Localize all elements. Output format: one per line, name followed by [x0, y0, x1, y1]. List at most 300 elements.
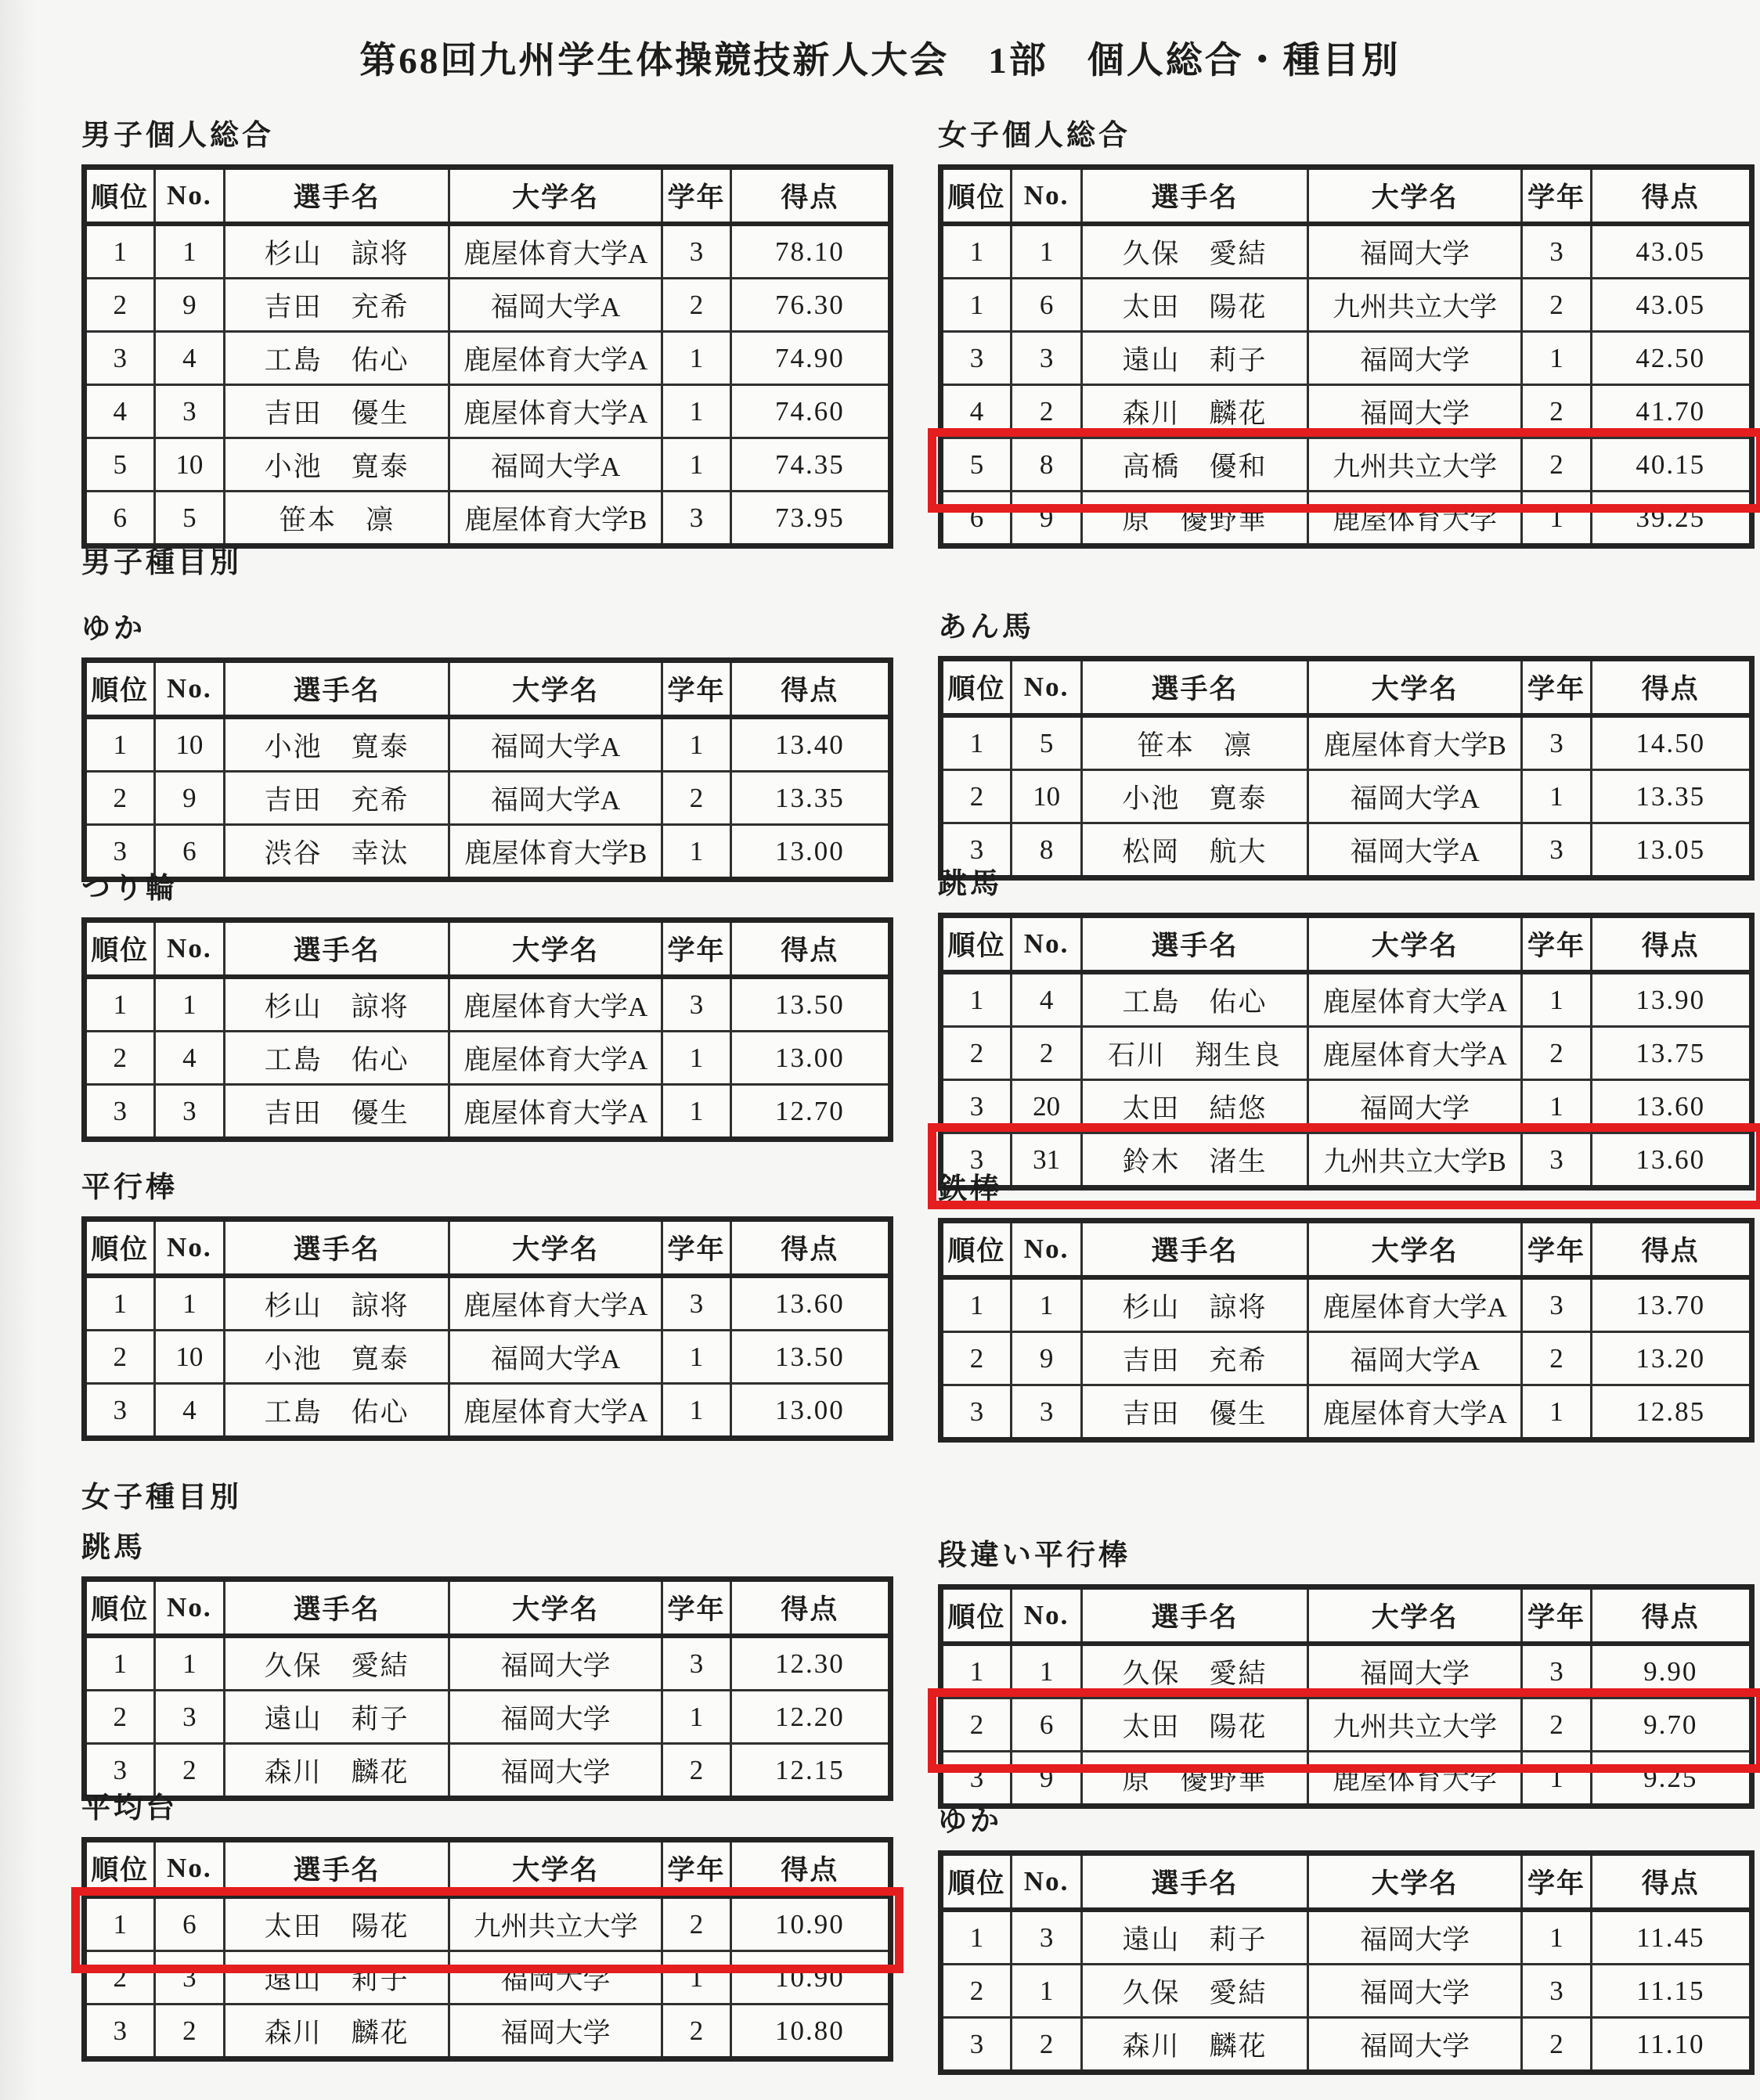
section-label-women-events: 女子種目別	[81, 1482, 242, 1514]
cell-name: 杉山 諒将	[225, 224, 449, 279]
cell-score: 12.15	[730, 1744, 890, 1799]
cell-rank: 1	[85, 977, 155, 1032]
cell-name: 久保 愛結	[225, 1636, 449, 1691]
cell-rank: 3	[85, 2005, 155, 2059]
cell-univ: 鹿屋体育大学A	[449, 1384, 662, 1439]
cell-grade: 1	[662, 1032, 731, 1085]
cell-rank: 3	[941, 1752, 1012, 1806]
cell-score: 43.05	[1591, 224, 1751, 279]
results-table-uneven-bars	[938, 1584, 1755, 1809]
table-row	[85, 438, 891, 492]
header-row	[941, 1587, 1752, 1644]
column-header-no: No.	[1012, 167, 1082, 225]
cell-no: 9	[154, 279, 225, 332]
cell-score: 9.25	[1591, 1752, 1751, 1806]
cell-name: 太田 陽花	[1082, 279, 1308, 332]
column-header-no: No.	[154, 1840, 225, 1897]
cell-rank: 4	[941, 385, 1012, 438]
cell-univ: 福岡大学	[1307, 1080, 1522, 1133]
cell-grade: 3	[662, 1276, 731, 1331]
event-label-balance-beam: 平均台	[81, 1792, 178, 1824]
cell-rank: 1	[941, 715, 1012, 770]
cell-score: 13.60	[730, 1276, 890, 1331]
header-row	[85, 1219, 891, 1277]
cell-name: 吉田 充希	[225, 279, 449, 332]
column-header-no: No.	[1012, 1853, 1082, 1911]
column-header-name: 選手名	[225, 1219, 449, 1277]
cell-name: 高橋 優和	[1082, 438, 1308, 492]
cell-no: 4	[154, 1384, 225, 1439]
table-block-pommel-horse	[938, 611, 1755, 881]
cell-rank: 6	[85, 492, 155, 546]
table-row	[85, 1744, 891, 1799]
column-header-grade: 学年	[662, 920, 731, 978]
cell-rank: 2	[941, 1698, 1012, 1752]
cell-name: 石川 翔生良	[1082, 1027, 1308, 1080]
column-header-rank: 順位	[941, 167, 1012, 225]
cell-no: 10	[154, 438, 225, 492]
cell-no: 9	[1012, 492, 1082, 546]
cell-grade: 3	[1522, 823, 1591, 878]
table-row	[941, 972, 1752, 1027]
cell-rank: 2	[85, 1331, 155, 1384]
cell-univ: 鹿屋体育大学A	[1307, 1385, 1522, 1440]
column-header-rank: 順位	[941, 1587, 1012, 1644]
cell-rank: 1	[941, 1644, 1012, 1698]
column-header-name: 選手名	[225, 661, 449, 718]
table-row	[941, 1910, 1752, 1965]
column-header-univ: 大学名	[1307, 1587, 1522, 1644]
cell-grade: 1	[1522, 1080, 1591, 1133]
cell-no: 6	[1012, 1698, 1082, 1752]
table-row	[941, 279, 1752, 332]
column-header-grade: 学年	[662, 661, 731, 718]
cell-grade: 2	[1522, 1332, 1591, 1385]
cell-name: 吉田 優生	[225, 385, 449, 438]
column-header-grade: 学年	[662, 1580, 731, 1637]
table-block-uneven-bars	[938, 1539, 1755, 1809]
cell-score: 13.50	[730, 977, 890, 1032]
cell-no: 2	[154, 2005, 225, 2059]
results-table-rings	[81, 917, 893, 1142]
cell-score: 42.50	[1591, 332, 1751, 385]
cell-univ: 鹿屋体育大学A	[449, 1085, 662, 1140]
column-header-univ: 大学名	[1307, 167, 1522, 225]
column-header-grade: 学年	[1522, 659, 1591, 716]
cell-score: 11.15	[1591, 1965, 1751, 2018]
column-header-grade: 学年	[1522, 916, 1591, 973]
cell-rank: 3	[941, 332, 1012, 385]
column-header-no: No.	[154, 661, 225, 718]
cell-no: 1	[1012, 1644, 1082, 1698]
cell-grade: 2	[1522, 2018, 1591, 2073]
column-header-univ: 大学名	[449, 1219, 662, 1277]
cell-grade: 3	[1522, 715, 1591, 770]
column-header-univ: 大学名	[449, 1840, 662, 1897]
cell-score: 73.95	[730, 492, 890, 546]
cell-grade: 1	[662, 332, 731, 385]
cell-grade: 1	[662, 1951, 731, 2005]
cell-no: 31	[1012, 1133, 1082, 1188]
column-header-rank: 順位	[85, 661, 155, 718]
cell-rank: 3	[85, 332, 155, 385]
column-header-score: 得点	[1591, 1853, 1751, 1911]
cell-grade: 1	[662, 438, 731, 492]
cell-score: 74.60	[730, 385, 890, 438]
cell-no: 8	[1012, 438, 1082, 492]
cell-rank: 1	[85, 717, 155, 772]
column-header-score: 得点	[730, 920, 890, 978]
event-label-women-vault: 跳馬	[81, 1532, 146, 1564]
cell-grade: 3	[1522, 1644, 1591, 1698]
column-header-name: 選手名	[1082, 167, 1308, 225]
cell-rank: 2	[85, 1691, 155, 1744]
cell-score: 14.50	[1591, 715, 1751, 770]
cell-grade: 1	[1522, 770, 1591, 823]
cell-name: 太田 陽花	[225, 1896, 449, 1951]
cell-grade: 1	[1522, 492, 1591, 546]
results-table-men-all-around	[81, 164, 893, 549]
cell-score: 39.25	[1591, 492, 1751, 546]
cell-name: 工島 佑心	[225, 1384, 449, 1439]
cell-rank: 3	[85, 1384, 155, 1439]
table-row	[85, 772, 891, 825]
cell-no: 1	[154, 977, 225, 1032]
cell-univ: 福岡大学A	[449, 1331, 662, 1384]
cell-score: 76.30	[730, 279, 890, 332]
cell-score: 12.20	[730, 1691, 890, 1744]
column-header-name: 選手名	[1082, 1587, 1308, 1644]
table-row	[941, 492, 1752, 546]
cell-name: 遠山 莉子	[225, 1951, 449, 2005]
column-header-score: 得点	[730, 661, 890, 718]
cell-score: 13.00	[730, 825, 890, 880]
cell-score: 13.40	[730, 717, 890, 772]
cell-name: 原 優野華	[1082, 492, 1308, 546]
cell-name: 吉田 充希	[1082, 1332, 1308, 1385]
cell-rank: 1	[941, 1277, 1012, 1332]
cell-name: 鈴木 渚生	[1082, 1133, 1308, 1188]
cell-grade: 1	[1522, 1385, 1591, 1440]
cell-univ: 福岡大学A	[1307, 770, 1522, 823]
cell-univ: 鹿屋体育大学A	[1307, 972, 1522, 1027]
cell-name: 杉山 諒将	[225, 1276, 449, 1331]
cell-grade: 2	[1522, 385, 1591, 438]
cell-grade: 3	[1522, 224, 1591, 279]
cell-grade: 2	[662, 2005, 731, 2059]
cell-rank: 3	[941, 2018, 1012, 2073]
header-row	[941, 1221, 1752, 1278]
cell-rank: 1	[941, 972, 1012, 1027]
cell-score: 13.70	[1591, 1277, 1751, 1332]
column-header-name: 選手名	[1082, 916, 1308, 973]
cell-score: 13.05	[1591, 823, 1751, 878]
cell-grade: 1	[1522, 1910, 1591, 1965]
table-row	[941, 715, 1752, 770]
cell-univ: 鹿屋体育大学A	[449, 1276, 662, 1331]
header-row	[85, 167, 891, 225]
cell-no: 1	[154, 1276, 225, 1331]
cell-name: 工島 佑心	[225, 332, 449, 385]
cell-rank: 1	[941, 279, 1012, 332]
column-header-no: No.	[1012, 916, 1082, 973]
cell-name: 小池 寛泰	[1082, 770, 1308, 823]
column-header-grade: 学年	[662, 1219, 731, 1277]
cell-score: 13.35	[1591, 770, 1751, 823]
cell-score: 13.00	[730, 1384, 890, 1439]
results-table-men-vault	[938, 913, 1755, 1190]
cell-grade: 2	[662, 772, 731, 825]
table-row	[941, 1698, 1752, 1752]
cell-no: 2	[154, 1744, 225, 1799]
cell-grade: 2	[662, 1744, 731, 1799]
table-row	[85, 1691, 891, 1744]
cell-no: 2	[1012, 1027, 1082, 1080]
cell-univ: 鹿屋体育大学	[1307, 492, 1522, 546]
table-row	[85, 1636, 891, 1691]
cell-rank: 2	[85, 1032, 155, 1085]
cell-grade: 3	[662, 977, 731, 1032]
cell-univ: 福岡大学A	[449, 279, 662, 332]
column-header-score: 得点	[730, 1580, 890, 1637]
cell-rank: 1	[85, 1636, 155, 1691]
cell-grade: 2	[1522, 1027, 1591, 1080]
cell-no: 3	[1012, 332, 1082, 385]
cell-score: 13.35	[730, 772, 890, 825]
cell-rank: 2	[85, 772, 155, 825]
column-header-name: 選手名	[225, 1580, 449, 1637]
cell-rank: 2	[941, 1332, 1012, 1385]
cell-univ: 福岡大学	[1307, 332, 1522, 385]
cell-rank: 2	[85, 1951, 155, 2005]
cell-name: 小池 寛泰	[225, 438, 449, 492]
table-row	[941, 1644, 1752, 1698]
table-row	[941, 438, 1752, 492]
cell-no: 5	[154, 492, 225, 546]
column-header-univ: 大学名	[449, 167, 662, 225]
event-label-men-floor: ゆか	[81, 613, 146, 645]
cell-name: 小池 寛泰	[225, 717, 449, 772]
cell-rank: 1	[941, 1910, 1012, 1965]
table-row	[941, 2018, 1752, 2073]
cell-rank: 1	[85, 1896, 155, 1951]
column-header-grade: 学年	[1522, 1221, 1591, 1278]
cell-no: 1	[1012, 1965, 1082, 2018]
table-row	[85, 224, 891, 279]
cell-univ: 九州共立大学B	[1307, 1133, 1522, 1188]
cell-grade: 1	[1522, 332, 1591, 385]
cell-univ: 九州共立大学	[1307, 279, 1522, 332]
cell-grade: 1	[662, 1331, 731, 1384]
results-table-women-all-around	[938, 164, 1755, 549]
cell-rank: 3	[941, 823, 1012, 878]
cell-univ: 鹿屋体育大学A	[1307, 1277, 1522, 1332]
cell-univ: 九州共立大学	[449, 1896, 662, 1951]
event-label-uneven-bars: 段違い平行棒	[938, 1540, 1131, 1572]
cell-no: 6	[154, 1896, 225, 1951]
column-header-no: No.	[154, 1580, 225, 1637]
table-row	[85, 279, 891, 332]
cell-univ: 福岡大学	[1307, 385, 1522, 438]
cell-rank: 3	[941, 1133, 1012, 1188]
cell-univ: 福岡大学	[449, 1744, 662, 1799]
table-row	[941, 1752, 1752, 1806]
cell-grade: 1	[662, 717, 731, 772]
cell-univ: 九州共立大学	[1307, 1698, 1522, 1752]
section-label-men-events: 男子種目別	[81, 547, 242, 579]
cell-univ: 福岡大学	[1307, 1644, 1522, 1698]
cell-name: 工島 佑心	[1082, 972, 1308, 1027]
column-header-univ: 大学名	[449, 920, 662, 978]
cell-score: 13.00	[730, 1032, 890, 1085]
header-row	[85, 661, 891, 718]
column-header-score: 得点	[730, 167, 890, 225]
table-row	[85, 1384, 891, 1439]
cell-grade: 1	[662, 825, 731, 880]
column-header-univ: 大学名	[449, 661, 662, 718]
cell-name: 久保 愛結	[1082, 1644, 1308, 1698]
column-header-grade: 学年	[662, 1840, 731, 1897]
cell-rank: 3	[85, 1744, 155, 1799]
cell-name: 杉山 諒将	[1082, 1277, 1308, 1332]
cell-univ: 福岡大学A	[1307, 1332, 1522, 1385]
table-block-balance-beam	[81, 1792, 893, 2062]
table-row	[85, 332, 891, 385]
table-block-horizontal-bar	[938, 1172, 1755, 1443]
cell-no: 9	[1012, 1332, 1082, 1385]
cell-univ: 鹿屋体育大学B	[449, 825, 662, 880]
cell-univ: 福岡大学	[449, 2005, 662, 2059]
column-header-rank: 順位	[85, 1219, 155, 1277]
cell-univ: 福岡大学	[1307, 224, 1522, 279]
cell-no: 8	[1012, 823, 1082, 878]
cell-no: 6	[154, 825, 225, 880]
cell-name: 遠山 莉子	[225, 1691, 449, 1744]
column-header-no: No.	[154, 920, 225, 978]
cell-name: 笹本 凛	[225, 492, 449, 546]
cell-grade: 1	[662, 1384, 731, 1439]
cell-no: 1	[1012, 224, 1082, 279]
cell-rank: 1	[85, 1276, 155, 1331]
column-header-univ: 大学名	[1307, 1221, 1522, 1278]
cell-score: 13.20	[1591, 1332, 1751, 1385]
cell-no: 20	[1012, 1080, 1082, 1133]
cell-name: 森川 麟花	[1082, 385, 1308, 438]
column-header-score: 得点	[730, 1219, 890, 1277]
event-label-horizontal-bar: 鉄棒	[938, 1173, 1002, 1205]
cell-name: 小池 寛泰	[225, 1331, 449, 1384]
cell-name: 工島 佑心	[225, 1032, 449, 1085]
column-header-no: No.	[1012, 659, 1082, 716]
column-header-no: No.	[1012, 1587, 1082, 1644]
cell-no: 4	[154, 332, 225, 385]
cell-score: 13.75	[1591, 1027, 1751, 1080]
column-header-name: 選手名	[1082, 1853, 1308, 1911]
cell-univ: 福岡大学	[449, 1691, 662, 1744]
cell-no: 2	[1012, 385, 1082, 438]
column-header-score: 得点	[1591, 1221, 1751, 1278]
cell-no: 10	[154, 717, 225, 772]
results-table-men-floor	[81, 657, 893, 882]
table-row	[941, 224, 1752, 279]
results-table-balance-beam	[81, 1837, 893, 2062]
cell-name: 吉田 優生	[1082, 1385, 1308, 1440]
cell-score: 13.60	[1591, 1080, 1751, 1133]
cell-no: 10	[1012, 770, 1082, 823]
cell-rank: 3	[941, 1385, 1012, 1440]
results-table-women-floor	[938, 1850, 1755, 2075]
column-header-rank: 順位	[941, 659, 1012, 716]
column-header-score: 得点	[1591, 1587, 1751, 1644]
table-row	[85, 1032, 891, 1085]
table-row	[941, 385, 1752, 438]
cell-univ: 福岡大学A	[449, 772, 662, 825]
table-row	[85, 1951, 891, 2005]
cell-score: 12.30	[730, 1636, 890, 1691]
cell-score: 10.90	[730, 1951, 890, 2005]
results-table-pommel-horse	[938, 656, 1755, 881]
cell-name: 杉山 諒将	[225, 977, 449, 1032]
cell-univ: 鹿屋体育大学A	[449, 1032, 662, 1085]
column-header-name: 選手名	[225, 1840, 449, 1897]
header-row	[85, 1840, 891, 1897]
cell-no: 3	[154, 385, 225, 438]
column-header-univ: 大学名	[1307, 1853, 1522, 1911]
cell-score: 9.70	[1591, 1698, 1751, 1752]
cell-score: 43.05	[1591, 279, 1751, 332]
cell-score: 10.80	[730, 2005, 890, 2059]
cell-univ: 福岡大学	[1307, 2018, 1522, 2073]
cell-rank: 2	[941, 770, 1012, 823]
column-header-rank: 順位	[85, 920, 155, 978]
table-block-rings	[81, 872, 893, 1142]
cell-rank: 6	[941, 492, 1012, 546]
table-row	[85, 825, 891, 880]
column-header-univ: 大学名	[1307, 916, 1522, 973]
table-row	[941, 1385, 1752, 1440]
cell-rank: 2	[85, 279, 155, 332]
table-block-women-floor	[938, 1805, 1755, 2075]
cell-grade: 2	[662, 1896, 731, 1951]
cell-name: 久保 愛結	[1082, 1965, 1308, 2018]
cell-score: 12.70	[730, 1085, 890, 1140]
column-header-grade: 学年	[1522, 1587, 1591, 1644]
cell-score: 74.35	[730, 438, 890, 492]
table-block-parallel-bars	[81, 1171, 893, 1441]
results-table-women-vault	[81, 1576, 893, 1801]
cell-univ: 鹿屋体育大学	[1307, 1752, 1522, 1806]
table-block-men-all-around	[81, 119, 893, 549]
cell-no: 1	[1012, 1277, 1082, 1332]
cell-rank: 1	[85, 224, 155, 279]
header-row	[941, 167, 1752, 225]
cell-no: 3	[154, 1951, 225, 2005]
table-row	[85, 1276, 891, 1331]
cell-name: 森川 麟花	[1082, 2018, 1308, 2073]
cell-univ: 福岡大学	[449, 1951, 662, 2005]
column-header-rank: 順位	[941, 1221, 1012, 1278]
event-label-pommel-horse: あん馬	[938, 611, 1034, 643]
header-row	[85, 920, 891, 978]
cell-univ: 福岡大学	[449, 1636, 662, 1691]
cell-rank: 1	[941, 224, 1012, 279]
table-row	[85, 1896, 891, 1951]
cell-no: 4	[1012, 972, 1082, 1027]
cell-name: 吉田 充希	[225, 772, 449, 825]
cell-univ: 鹿屋体育大学A	[449, 224, 662, 279]
cell-grade: 1	[662, 1691, 731, 1744]
cell-score: 12.85	[1591, 1385, 1751, 1440]
